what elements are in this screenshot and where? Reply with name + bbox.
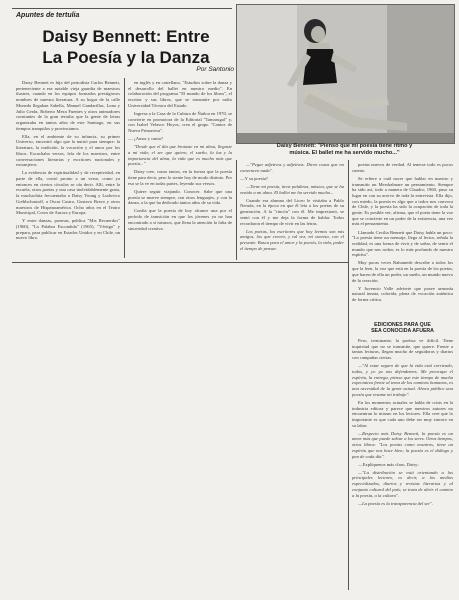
poem-excerpt: "Desde que el día que brotaste en mi alma, llegaste a mi vida; el ser que quiero, el sueño, la luz y la importancia del alma, la vida que es mucho más que poesía..." [128, 144, 232, 167]
paragraph: Daisy cree, como tantos, en la fuerza que la poesía tiene para decir, pero lo siente hoy de modo distinto. Por eso se la ve en todas partes, leyendo sus versos. [128, 169, 232, 186]
paragraph: Daisy Bennett es hija del periodista Carlos Bennett, perteneciente a esa notable vieja guardia de maestros ilustres, cuando en los equipos formados prestigiosos nombres de nuestra literatura. A su hogar de la calle Moneda llegaban Sabella, Manuel Gandarillas, Luna y Julio Cerda, Roberto Meza Fuentes y otros animadores constantes de la gran tertulia que la gente de letras organizaba en tantos años de este Santiago, en sus tiempos tranquilos y provincianos. [16, 80, 120, 131]
article-column-1 [16, 80, 120, 260]
paragraph: —"Al estar seguro de que la vida está corriendo, todos, y yo ya nos defendemos. Me preocupa el espíritu, la entrega, pienso que este tiempo de mucha expectativa frente al tema de los caminos humanos, es una necesidad de la gente actual. Ahora publico una poesía que resume mi trabajo". [352, 363, 453, 397]
paragraph: —Respecto más Daisy Bennett, la poesía es un amor más que puede salvar a los seres. Otros tiempos, otros libros: "Los poetas como nosotros, tiene un espíritu que nos hace bien; la poesía es el diálogo y pan de cada día". [352, 430, 453, 459]
paragraph: —"La distribución se está orientando a los principales lectores, es decir, a los medios especializados, diarios y revistas literarias y al conjunto cultural del país; se trata de abrir el camino a la poesía, a la cultura". [352, 469, 453, 498]
paragraph: —Explíquenos más claro, Daisy: [358, 461, 419, 467]
paragraph: Se refiere a cuál nacer que hablar en nuestro y transmitir un Mershalmare un pensamiento. Siempre ha sido así, todo a manera de Claudio; 1960, puso su lugar en con su acervo de toda la entrevista. Ella dijo, con miedo, la poesía es algo que a todos nos convoca de Chile, y la poesía ha sido la ocupación de toda la gente. Es posible ver, afirma, que el poeta tiene la voz que se convierte en un poder de la existencia, una vez más el pensamiento. [352, 175, 453, 227]
bottom-left-rule [12, 262, 348, 263]
paragraph: Ingresa a la Casa de la Cultura de Ñuñoa en 1970, se convierte en promotora de la Editorial "Tamarugal" y, con Isabel Velasco Hoyos, crea el grupo "Cantos de Nueva Primavera". [128, 110, 232, 134]
paragraph: Cuando era alumna del Liceo le visitaba a Pablo Neruda, en la época en que él leía a los poetas de su generación. A la "rincón" con él. Me impresionó, se sentó con él y me deja la forma de hablar. Todos recordaron el tiempo de vivir en las letras. [240, 197, 344, 226]
headline [16, 26, 236, 68]
headline-line-1: Daisy Bennett: Entre [42, 27, 210, 46]
paragraph: Confía que la poesía de hoy alcance una por el período de transición en que los jóvenes ya no han encontrado a sí mismos, que llena la atención la falta de sinceridad creativa. [128, 208, 232, 231]
paragraph: Ella, en el ambiente de su infancia, su primer Universo, encontró algo que la nutrió para siempre: la literatura, la tradición, la vocación y el amor por los libros. Escuchaba versos, leía de los maestros, entre conversaciones literarias y escritores nacionales y extranjeros. [16, 133, 120, 168]
paragraph: Muy pocas veces Rahamede describe a todos los que la leen, la voz que está en la poesía de los poetas, que hacen de ella un poder, un sueño, un mundo nuevo de la creación. [352, 260, 453, 283]
article-column-4 [352, 162, 453, 318]
column-divider-2 [236, 160, 237, 260]
paragraph: —"Pegar adjetivos y adjetivos. Dicen cosas que no convencen nada". [240, 162, 344, 173]
paragraph: —Tiene mi poesía, tiene palabras, música, que se ha venido a mi alma. El ballet me ha servido mucho... [240, 183, 344, 195]
paragraph: —La poesía es la transparencia del ser". [358, 500, 434, 506]
byline: Por Santonio [196, 66, 234, 73]
subhead-line-1: EDICIONES PARA QUE [374, 322, 431, 328]
dancer-illustration [237, 5, 454, 143]
caption-line-2: música. El ballet me ha servido mucho..." [289, 150, 400, 156]
paragraph: Pero, terminante, la poetisa ve difícil. Tiene inquietud que no se transmite, que quiere. Frente a tantas lecturas, llegan mucho de seguidoras y diarios con campañas ciertas. [352, 338, 453, 361]
paragraph: Los poetas, los escritores que hoy leemos son mis amigos, los que crecen, y tal vez, mi sonrisa, con el presente. Busca para el amor y la poesía, la vida, poder el tiempo de pensar. [240, 228, 344, 251]
subhead-line-2: SEA CONOCIDA AFUERA [371, 328, 434, 335]
article-column-3 [240, 162, 344, 260]
paragraph: Quiere seguir viajando. Conocer. Sabe que una poesía se mueve siempre, con otros lenguajes, y con la danza, a la que ha dedicado tantos años de su vida. [128, 188, 232, 206]
paragraph: en inglés y en castellano, "Estudios sobre la danza y el desarrollo del ballet en nuestro medio". En colaboración del programa "El mundo de los libros", el escritor y sus libros, que se transmite por radio Universidad Técnica del Estado. [128, 80, 232, 108]
section-subhead [352, 322, 453, 335]
column-divider-1 [124, 78, 125, 258]
kicker: Apuntes de tertulia [16, 12, 80, 19]
photo-caption [236, 143, 453, 157]
dancer-photo [236, 4, 455, 144]
paragraph: Y Juvencio Valle advierte que posee armonía natural innata, colorida, plena de vocación auténtica de forma crítica. [352, 285, 453, 303]
caption-line-1: Daisy Bennett: "Pienso que mi poesía tiene ritmo y [276, 143, 413, 149]
paragraph: Llamado Cecilia Bennett que Daisy habla un poco: "La poesía tiene un mensaje, llega al lector, señala la realidad, es una forma de vivir y de soñar, de sentir el mundo que nos rodea; es lo más profundo de nuestro espíritu". [352, 229, 453, 258]
paragraph: En los momentos actuales se habla de crisis en la industria editora y parece que nuestros autores no encuentran lo mismo en los lectores. Ella cree que lo importante es que cada uno debe ser muy sincero en su labor. [352, 399, 453, 428]
paragraph: poetas nuevos de verdad. Al tenerse todo es pocos cuento. [352, 162, 453, 173]
column-divider-3 [348, 160, 349, 590]
paragraph: Y entre danzas, poemas, publica "Mis Recuerdos" (1960), "La Palabra Escondida" (1965), "Vértigo" y prepara, para publicar en Estados Unidos y en Chile, un nuevo libro. [16, 218, 120, 241]
paragraph: —Y su poesía? [240, 175, 268, 181]
paragraph: La evidencia de espiritualidad y de receptividad, en parte de ella, corrió pronto a un verso, como ya entonces en ciertos círculos se oía decir. Allí, entre la escuela, otros poetas y una casa inolvidablemente grata, la muchachita frecuentaba a Daisy Young y Ludovico Grehlschastoff, a Oscar Castro, Gustavo Bravo y otros maestros de Hispanoamérica. Ocho años en el Teatro Municipal, Coros de Aurora y Europa. [16, 170, 120, 216]
paragraph: — ¿Amor y canto? [128, 136, 164, 142]
top-rule [12, 8, 232, 9]
article-column-2 [128, 80, 232, 260]
article-column-4-continued [352, 338, 453, 594]
headline-line-2: La Poesía y la Danza [42, 48, 210, 67]
